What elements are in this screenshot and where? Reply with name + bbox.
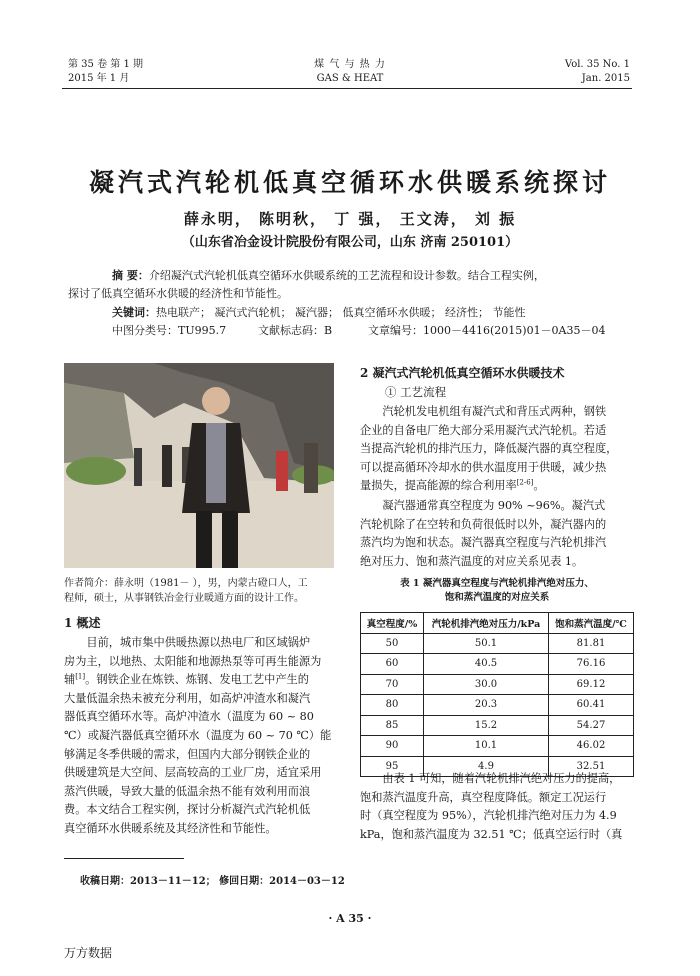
table-cell: 69.12 — [549, 674, 634, 695]
table-cell: 90 — [361, 736, 424, 757]
table-cell: 76.16 — [549, 654, 634, 675]
text-line: 供暖建筑是大空间、层高较高的工业厂房，适宜采用 — [64, 766, 322, 780]
table-cell: 60 — [361, 654, 424, 675]
text-line: 目前，城市集中供暖热源以热电厂和区域锅炉 — [86, 636, 311, 649]
received-dates: 收稿日期：2013－11－12； 修回日期：2014－03－12 — [80, 876, 345, 887]
text-line: 蒸汽供暖，导致大量的低温余热不能有效利用而浪 — [64, 784, 311, 798]
table-caption — [360, 577, 634, 605]
keywords — [112, 304, 632, 321]
section-1-body — [64, 634, 336, 839]
data-table — [360, 612, 634, 777]
text-line: 汽轮机发电机组有凝汽式和背压式两种，钢铁 — [382, 405, 607, 418]
author-photo — [64, 363, 334, 568]
table-cell: 15.2 — [424, 715, 549, 736]
text-line: 费。本文结合工程实例，探讨分析凝汽式汽轮机低 — [64, 803, 311, 817]
text-line: 由表 1 可知，随着汽轮机排汽绝对压力的提高， — [382, 772, 621, 785]
table-cell: 85 — [361, 715, 424, 736]
table-cell: 20.3 — [424, 695, 549, 716]
journal-date: 2015 年 1 月 — [68, 73, 130, 84]
page-title: 凝汽式汽轮机低真空循环水供暖系统探讨 — [88, 168, 611, 197]
abstract — [112, 267, 632, 284]
table-cell: 10.1 — [424, 736, 549, 757]
footnote-rule — [64, 858, 184, 859]
section-2-heading: 2 凝汽式汽轮机低真空循环水供暖技术 — [360, 366, 565, 380]
text-line: 凝汽器通常真空程度为 90% ~96%。凝汽式 — [382, 498, 606, 512]
text-line: 房为主，以地热、太阳能和地源热泵等可再生能源为 — [64, 654, 322, 668]
column-header: 饱和蒸汽温度/℃ — [549, 613, 634, 634]
table-cell: 46.02 — [549, 736, 634, 757]
text-line: 饱和蒸汽温度升高，真空程度降低。额定工况运行 — [360, 790, 607, 804]
text-line: 够满足冬季供暖的需求，但国内大部分钢铁企业的 — [64, 747, 311, 761]
table-cell: 80 — [361, 695, 424, 716]
column-header: 汽轮机排汽绝对压力/kPa — [424, 613, 549, 634]
table-cell: 4.9 — [424, 756, 549, 777]
author-bio-line2: 程师，硕士，从事钢铁冶金行业暖通方面的设计工作。 — [64, 593, 304, 604]
text-line: ℃）或凝汽器低真空循环水（温度为 60 ~ 70 ℃）能 — [64, 728, 332, 742]
author-bio — [64, 576, 308, 606]
text-line: 绝对压力、饱和蒸汽温度的对应关系见表 1。 — [360, 554, 584, 568]
table-1 — [360, 612, 634, 777]
table-row — [361, 633, 634, 654]
affiliation: （山东省冶金设计院股份有限公司，山东 济南 250101） — [181, 235, 519, 250]
article-number: 文章编号：1000－4416(2015)01－0A35－04 — [368, 324, 606, 337]
clc-number: 中图分类号：TU995.7 — [112, 324, 227, 337]
abstract-line2: 探讨了低真空循环水供暖的经济性和节能性。 — [68, 287, 288, 300]
journal-volume-en: Vol. 35 No. 1 — [564, 59, 630, 70]
text-fragment: 。钢铁企业在炼铁、炼钢、发电工艺中产生的 — [85, 673, 309, 687]
table-row — [361, 654, 634, 675]
text-line: 可以提高循环冷却水的供水温度用于供暖，减少热 — [360, 460, 607, 474]
text-fragment: 量损失，提高能源的综合利用率 — [360, 479, 517, 493]
keywords-label: 关键词： — [112, 306, 156, 319]
table-cell: 32.51 — [549, 756, 634, 777]
table-cell: 81.81 — [549, 633, 634, 654]
subsection-heading: ① 工艺流程 — [385, 385, 447, 399]
author-photo-image — [64, 363, 334, 568]
citation-ref: [1] — [75, 672, 86, 681]
text-line: 当提高汽轮机的排汽压力，降低凝汽器的真空程度， — [360, 442, 618, 456]
citation-ref: [2-6] — [516, 478, 534, 487]
table-caption-line1: 表 1 凝汽器真空程度与汽轮机排汽绝对压力、 — [400, 578, 594, 589]
table-row — [361, 674, 634, 695]
table-cell: 50 — [361, 633, 424, 654]
section-1-heading: 1 概述 — [64, 616, 101, 630]
author-list: 薛永明， 陈明秋， 丁 强， 王文涛， 刘 振 — [183, 210, 517, 228]
header-rule — [62, 88, 632, 89]
journal-date-en: Jan. 2015 — [581, 73, 630, 84]
section-2-continued — [360, 770, 634, 844]
journal-name: 煤 气 与 热 力 — [314, 59, 386, 70]
table-header-row — [361, 613, 634, 634]
table-cell: 95 — [361, 756, 424, 777]
table-cell: 54.27 — [549, 715, 634, 736]
text-fragment: 辅 — [64, 673, 76, 687]
abstract-line1: 介绍凝汽式汽轮机低真空循环水供暖系统的工艺流程和设计参数。结合工程实例， — [148, 269, 545, 282]
table-row — [361, 695, 634, 716]
section-2-body — [360, 403, 634, 571]
watermark: 万方数据 — [64, 946, 113, 960]
table-cell: 50.1 — [424, 633, 549, 654]
table-cell: 70 — [361, 674, 424, 695]
text-line: 器低真空循环水等。高炉冲渣水（温度为 60 ~ 80 — [64, 710, 314, 724]
table-caption-line2: 饱和蒸汽温度的对应关系 — [444, 592, 550, 603]
table-cell: 60.41 — [549, 695, 634, 716]
text-line: 蒸汽均为饱和状态。凝汽器真空程度与汽轮机排汽 — [360, 536, 607, 550]
column-header: 真空程度/% — [361, 613, 424, 634]
keywords-text: 热电联产； 凝汽式汽轮机； 凝汽器； 低真空循环水供暖； 经济性； 节能性 — [156, 306, 526, 319]
text-line-with-ref — [64, 671, 336, 690]
text-fragment: 。 — [533, 479, 545, 493]
text-line: 真空循环水供暖系统及其经济性和节能性。 — [64, 821, 277, 835]
text-line: 企业的自备电厂绝大部分采用凝汽式汽轮机。若适 — [360, 423, 607, 437]
table-cell: 40.5 — [424, 654, 549, 675]
journal-volume: 第 35 卷 第 1 期 — [68, 59, 143, 70]
author-bio-line1: 作者简介：薛永明（1981－ ），男，内蒙古磴口人，工 — [64, 578, 308, 589]
text-line: kPa，饱和蒸汽温度为 32.51 ℃；低真空运行时（真 — [360, 827, 623, 841]
table-row — [361, 715, 634, 736]
table-row — [361, 736, 634, 757]
page-number: · A 35 · — [328, 912, 372, 925]
document-code: 文献标志码：B — [258, 324, 333, 337]
journal-name-en: GAS & HEAT — [316, 73, 384, 84]
text-line: 时（真空程度为 95%），汽轮机排汽绝对压力为 4.9 — [360, 809, 617, 823]
text-line-with-ref — [360, 477, 634, 496]
text-line: 大量低温余热未被充分利用，如高炉冲渣水和凝汽 — [64, 691, 311, 705]
text-line: 汽轮机除了在空转和负荷很低时以外，凝汽器内的 — [360, 517, 607, 531]
table-cell: 30.0 — [424, 674, 549, 695]
abstract-label: 摘 要： — [112, 269, 149, 282]
